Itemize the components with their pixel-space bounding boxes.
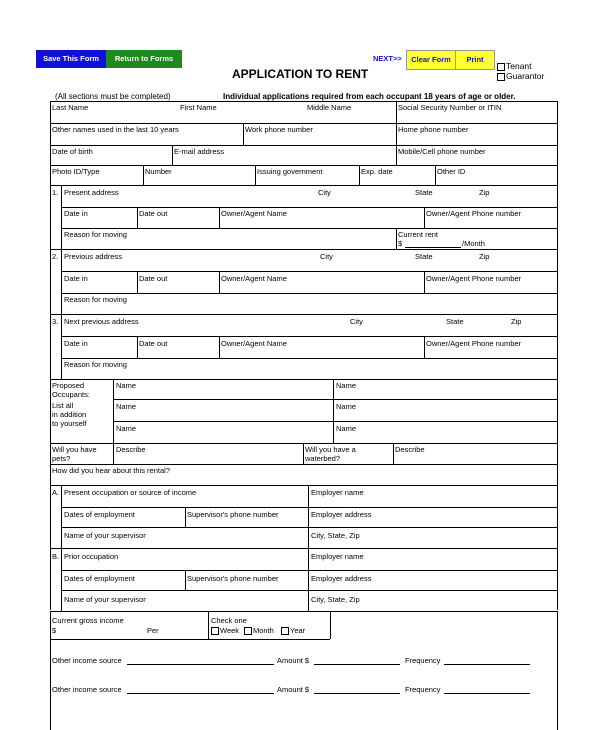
current-rent-label: Current rent [398,230,439,239]
return-to-forms-button[interactable]: Return to Forms [106,50,182,68]
occupant-name-label-6: Name [336,424,357,433]
first-name-label: First Name [180,103,217,112]
clear-form-button[interactable]: Clear Form [406,50,456,70]
reason-label-3: Reason for moving [64,360,127,369]
owner-phone-label-1: Owner/Agent Phone number [426,209,522,218]
city-state-zip-label-b: City, State, Zip [311,595,360,604]
amount-label-1: Amount $ [277,656,310,665]
pets-describe-label: Describe [116,445,146,454]
tenant-checkbox[interactable] [497,62,532,71]
date-out-label-2: Date out [139,274,168,283]
supervisor-phone-label-b: Supervisor's phone number [187,574,279,583]
pets-label-2: pets? [52,454,71,463]
residence-2-number: 2. [52,252,59,261]
rent-dollar: $ [398,239,403,248]
other-names-label: Other names used in the last 10 years [52,125,179,134]
city-label-3: City [350,317,363,326]
employment-b-letter: B. [52,552,60,561]
middle-name-label: Middle Name [307,103,352,112]
owner-name-label-1: Owner/Agent Name [221,209,287,218]
zip-label-2: Zip [479,252,490,261]
page-title: APPLICATION TO RENT [232,67,369,81]
previous-address-label: Previous address [64,252,122,261]
owner-phone-label-3: Owner/Agent Phone number [426,339,522,348]
mobile-label: Mobile/Cell phone number [398,147,486,156]
reason-label-2: Reason for moving [64,295,127,304]
photo-id-label: Photo ID/Type [52,167,100,176]
week-checkbox[interactable] [211,627,239,635]
state-label-1: State [415,188,433,197]
occupant-note: Individual applications required from each occupant 18 years of age or older. [223,92,516,101]
present-occupation-label: Present occupation or source of income [64,488,197,497]
occupant-name-label-2: Name [336,381,357,390]
gross-income-dollar: $ [52,626,57,635]
owner-phone-label-2: Owner/Agent Phone number [426,274,522,283]
other-income-source-label-1: Other income source [52,656,122,665]
occupant-name-label-1: Name [116,381,137,390]
dates-employment-label-a: Dates of employment [64,510,135,519]
prior-occupation-label: Prior occupation [64,552,119,561]
city-label-2: City [320,252,333,261]
tenant-label: Tenant [506,61,532,71]
employer-name-label-b: Employer name [311,552,364,561]
last-name-label: Last Name [52,103,89,112]
supervisor-name-label-a: Name of your supervisor [64,531,146,540]
per-month-label: /Month [462,239,485,248]
owner-name-label-3: Owner/Agent Name [221,339,287,348]
gross-income-per: Per [147,626,159,635]
next-link[interactable]: NEXT>> [373,54,402,63]
month-checkbox[interactable] [244,627,274,635]
supervisor-name-label-b: Name of your supervisor [64,595,146,604]
frequency-label-1: Frequency [405,656,441,665]
dob-label: Date of birth [52,147,93,156]
city-state-zip-label-a: City, State, Zip [311,531,360,540]
zip-label-1: Zip [479,188,490,197]
date-in-label-3: Date in [64,339,88,348]
sections-note: (All sections must be completed) [55,92,171,101]
occupants-label-1: Proposed [52,381,85,390]
reason-label-1: Reason for moving [64,230,127,239]
work-phone-label: Work phone number [245,125,313,134]
occupants-label-5: to yourself [52,419,87,428]
occupants-label-2: Occupants: [52,390,90,399]
employer-address-label-b: Employer address [311,574,372,583]
dates-employment-label-b: Dates of employment [64,574,135,583]
zip-label-3: Zip [511,317,522,326]
save-form-button[interactable]: Save This Form [36,50,106,68]
residence-1-number: 1. [52,188,59,197]
week-label: Week [220,626,240,635]
home-phone-label: Home phone number [398,125,469,134]
state-label-2: State [415,252,433,261]
employer-name-label-a: Employer name [311,488,364,497]
occupant-name-label-3: Name [116,402,137,411]
waterbed-label-2: waterbed? [305,454,341,463]
occupant-name-label-4: Name [336,402,357,411]
id-number-label: Number [145,167,172,176]
pets-label-1: Will you have [52,445,97,454]
hear-about-label: How did you hear about this rental? [52,466,170,475]
date-out-label-3: Date out [139,339,168,348]
other-income-source-label-2: Other income source [52,685,122,694]
exp-date-label: Exp. date [361,167,393,176]
supervisor-phone-label-a: Supervisor's phone number [187,510,279,519]
occupants-label-4: in addition [52,410,87,419]
city-label-1: City [318,188,331,197]
occupants-label-3: List all [52,401,74,410]
next-previous-address-label: Next previous address [64,317,139,326]
date-in-label-2: Date in [64,274,88,283]
employer-address-label-a: Employer address [311,510,372,519]
guarantor-label: Guarantor [506,71,545,81]
owner-name-label-2: Owner/Agent Name [221,274,287,283]
other-id-label: Other ID [437,167,466,176]
email-label: E-mail address [174,147,225,156]
date-in-label-1: Date in [64,209,88,218]
residence-3-number: 3. [52,317,59,326]
date-out-label-1: Date out [139,209,168,218]
frequency-label-2: Frequency [405,685,441,694]
ssn-label: Social Security Number or ITIN [398,103,502,112]
gross-income-label: Current gross income [52,616,124,625]
waterbed-describe-label: Describe [395,445,425,454]
year-checkbox[interactable] [281,627,305,635]
check-one-label: Check one [211,616,247,625]
guarantor-checkbox[interactable] [497,72,544,81]
present-address-label: Present address [64,188,119,197]
state-label-3: State [446,317,464,326]
employment-a-letter: A. [52,488,60,497]
month-label: Month [253,626,274,635]
print-button[interactable]: Print [455,50,495,70]
year-label: Year [290,626,306,635]
occupant-name-label-5: Name [116,424,137,433]
amount-label-2: Amount $ [277,685,310,694]
issuing-government-label: Issuing government [257,167,323,176]
waterbed-label-1: Will you have a [305,445,356,454]
